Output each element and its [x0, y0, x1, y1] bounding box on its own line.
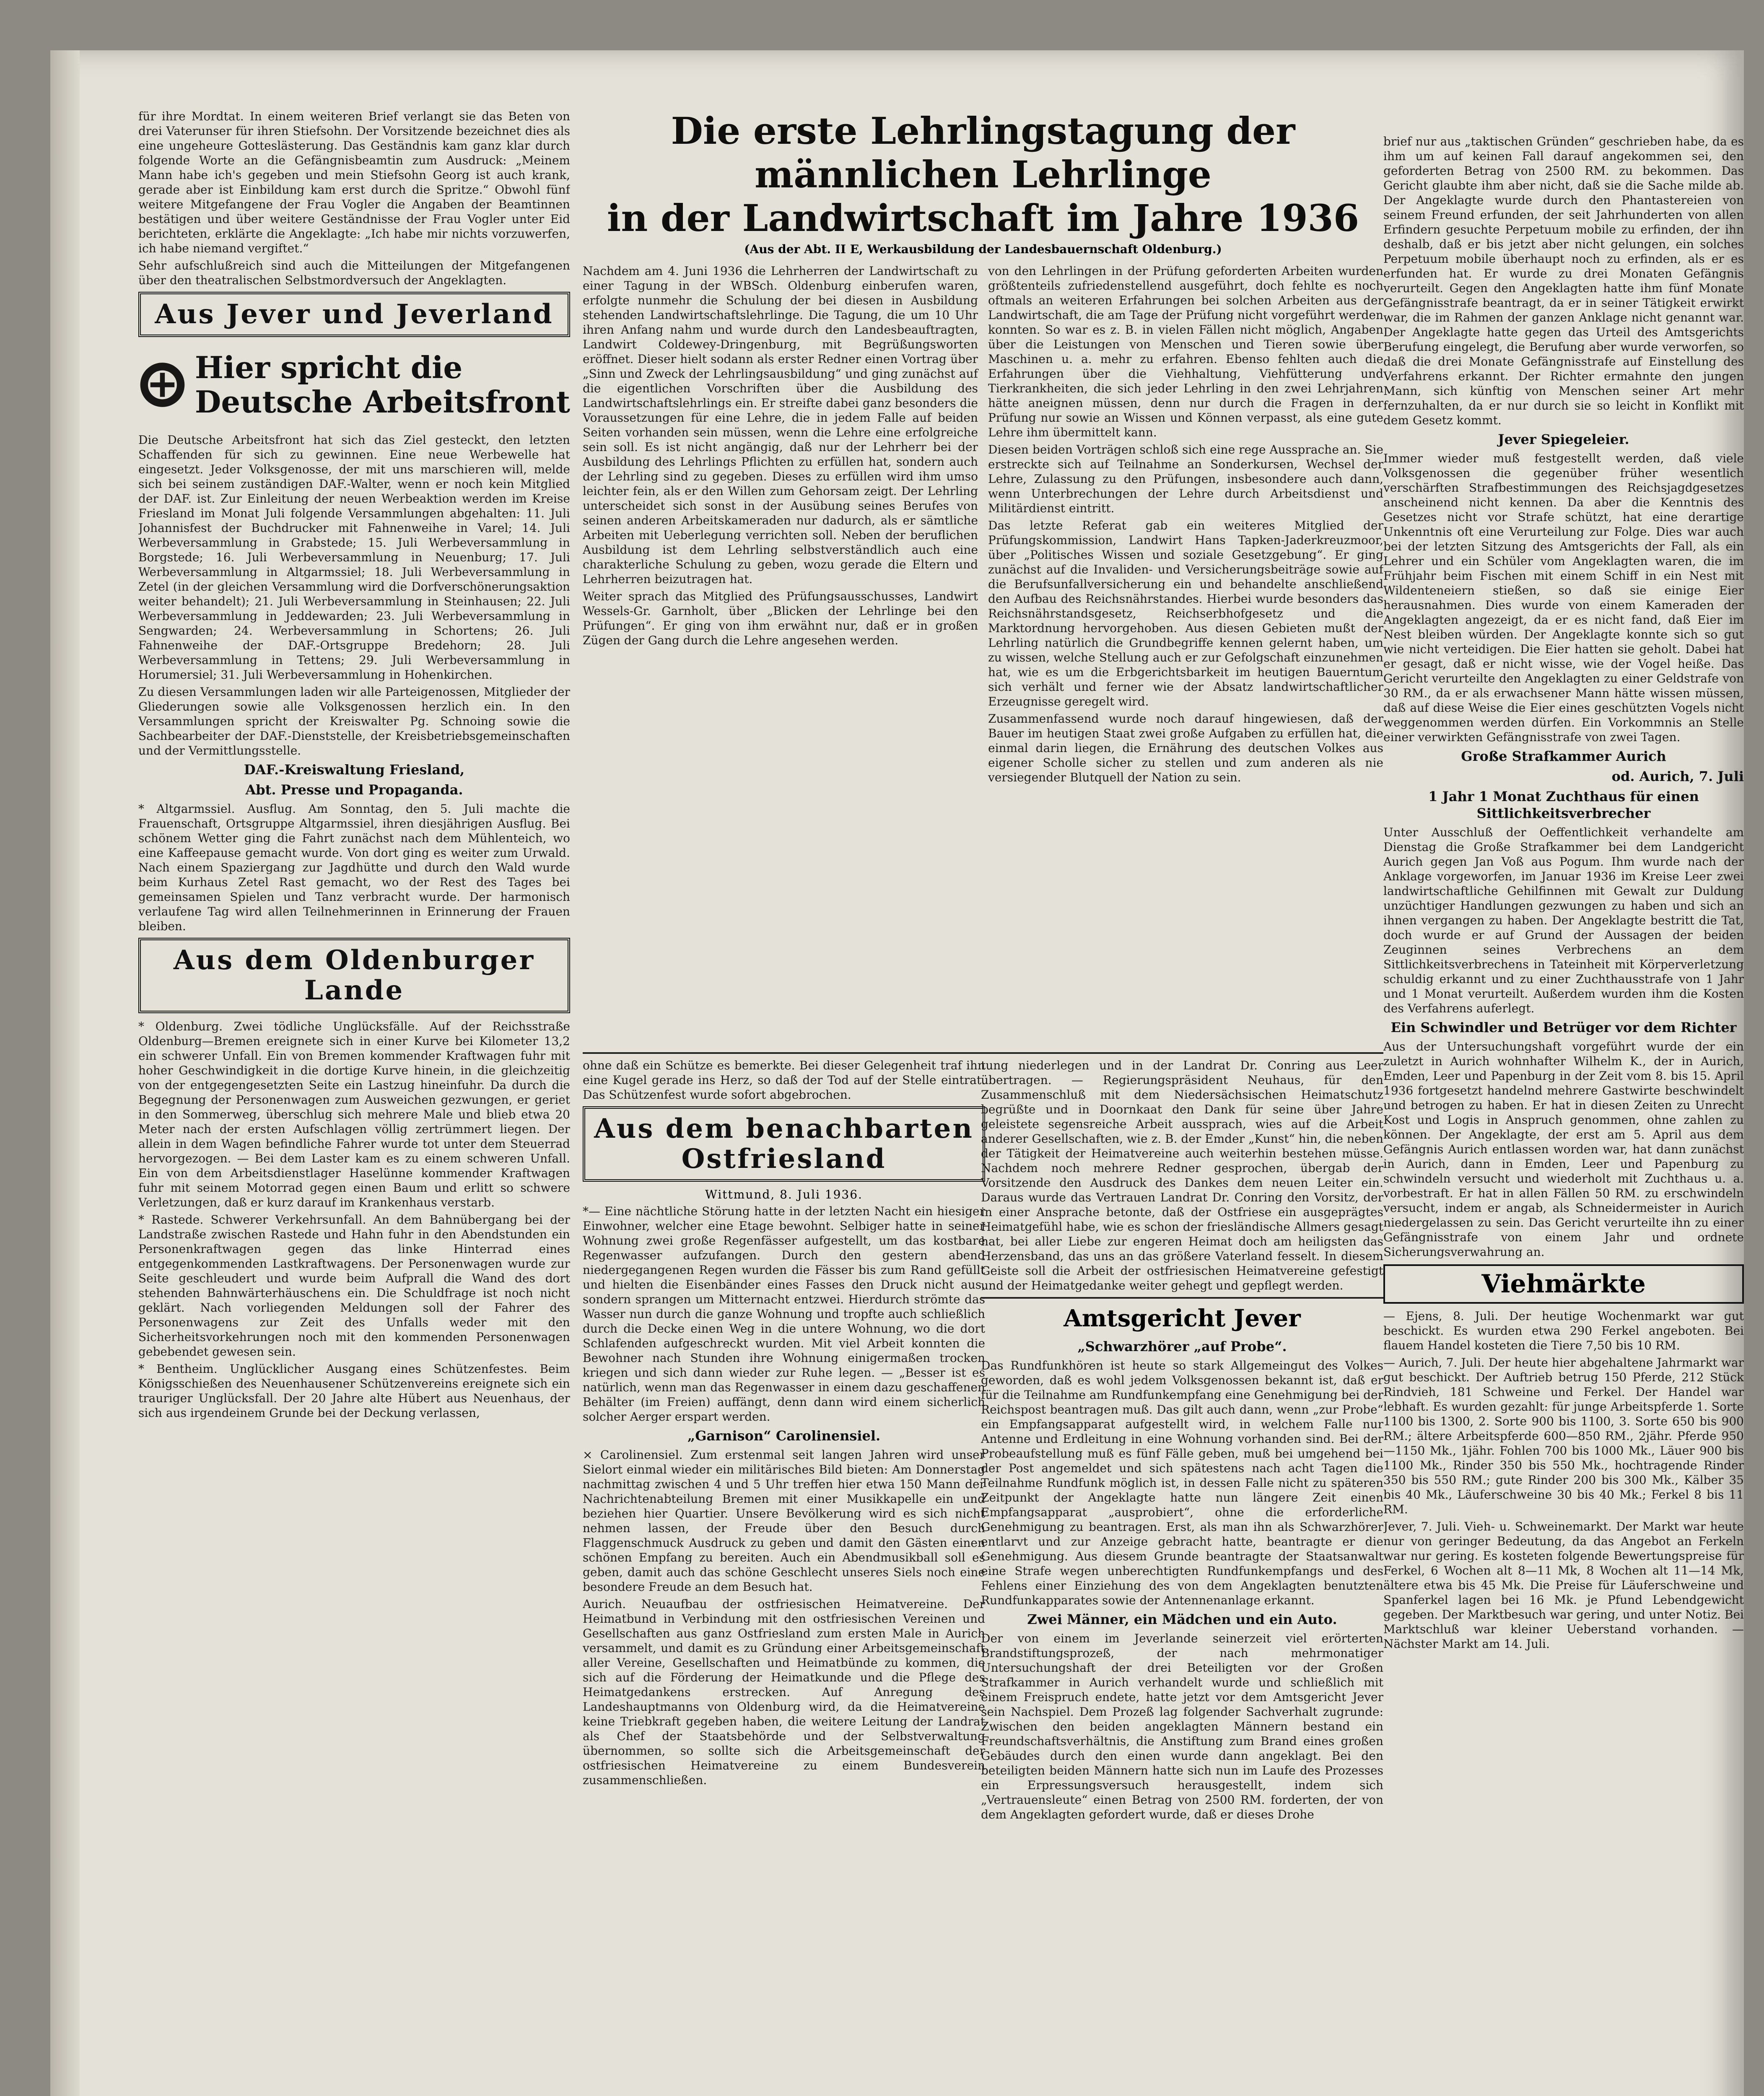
- article-text: * Bentheim. Unglücklicher Ausgang eines Schützenfestes. Beim Königsschießen des Neuenhausener Schützenvereins ereignete sich ein trauriger Unglücksfall. Der 20 Jahre alte Hübert aus Neuenhaus, der sich aus irgendeinem Grunde bei der Deckung verlassen,: [138, 1362, 570, 1420]
- article-text: Aus der Untersuchungshaft vorgeführt wurde der ein zuletzt in Aurich wohnhafter Wilhelm K., der in Aurich, Emden, Leer und Papenburg in der Zeit vom 8. bis 15. April 1936 fortgesetzt handelnd mehrere Gastwirte beschwindelt und betrogen zu haben. Er hat in diesen Zeiten zu Unrecht Kost und Logis in Anspruch genommen, ohne zahlen zu können. Der Angeklagte, der erst am 5. April aus dem Gefängnis Aurich entlassen worden war, hat dann zunächst in Aurich, dann in Emden, Leer und Papenburg zu schwindeln versucht und wiederholt mit Zuchthaus u. a. vorbestraft. Er hat in allen Fällen 50 RM. zu erschwindeln versucht, indem er angab, als Schneidermeister in Aurich niedergelassen zu sein. Das Gericht verurteilte ihn zu einer Gefängnisstrafe von einem Jahr und ordnete Sicherungsverwahrung an.: [1383, 1040, 1744, 1259]
- article-text: Weiter sprach das Mitglied des Prüfungsausschusses, Landwirt Wessels-Gr. Garnholt, über „Blicken der Lehrlinge bei den Prüfungen“. Er ging von ihm erwähnt nur, daß er in großen Zügen der Gang durch die Lehre angesehen werden.: [583, 589, 978, 647]
- market-report: — Aurich, 7. Juli. Der heute hier abgehaltene Jahrmarkt war gut beschickt. Der Auftrieb betrug 150 Pferde, 212 Stück Rindvieh, 181 Schweine und Ferkel. Der Handel war lebhaft. Es wurden gezahlt: für junge Arbeitspferde 1. Sorte 1100 bis 1300, 2. Sorte 900 bis 1100, 3. Sorte 650 bis 900 RM.; ältere Arbeitspferde 600—850 RM., 2jähr. Pferde 950—1150 Mk., 1jähr. Fohlen 700 bis 1000 Mk., Läuer 900 bis 1100 Mk., Rinder 350 bis 550 Mk., hochtragende Rinder 350 bis 550 RM.; gute Rinder 200 bis 300 Mk., Kälber 35 bis 40 Mk., Läuferschweine 30 bis 40 Mk.; Ferkel 8 bis 11 RM.: [1383, 1356, 1744, 1516]
- article-text: × Carolinensiel. Zum erstenmal seit langen Jahren wird unser Sielort einmal wieder ein militärisches Bild bieten: Am Donnerstag nachmittag zwischen 4 und 5 Uhr treffen hier etwa 150 Mann der Nachrichtenabteilung Bremen mit einer Musikkapelle ein und beziehen hier Quartier. Unsere Bevölkerung wird es sich nicht nehmen lassen, der Freude über den Besuch durch Flaggenschmuck Ausdruck zu geben und damit den Gästen einen schönen Empfang zu bereiten. Auch ein Abendmusikball soll es geben, damit auch das schöne Geschlecht unseres Siels noch eine besondere Freude an dem Besuch hat.: [583, 1448, 985, 1594]
- main-article-body: [583, 264, 1383, 787]
- article-text: Zu diesen Versammlungen laden wir alle Parteigenossen, Mitglieder der Gliederungen sowie alle Volksgenossen herzlich ein. In den Versammlungen spricht der Kreiswalter Pg. Schnoing sowie die Sachbearbeiter der DAF.-Dienststelle, der Kreisbetriebsgemeinschaften und der Vermittlungsstelle.: [138, 685, 570, 757]
- headline-line-1: Die erste Lehrlingstagung der männlichen Lehrlinge: [671, 109, 1295, 196]
- headline-line-2: in der Landwirtschaft im Jahre 1936: [607, 196, 1359, 240]
- column-3: [1383, 134, 1744, 2096]
- dateline: Wittmund, 8. Juli 1936.: [705, 1188, 863, 1201]
- column-2a: [583, 1048, 985, 2096]
- article-text: brief nur aus „taktischen Gründen“ geschrieben habe, da es ihm um auf keinen Fall darauf angekommen sei, den geforderten Betrag von 2500 RM. zu bekommen. Das Gericht glaubte ihm aber nicht, daß sie die Sache milde ab. Der Angeklagte wurde durch den Phantastereien von seinem Freund erfunden, der seit Jahrhunderten von allen Erfindern gesuchte Perpetuum mobile zu erfinden, der ihn deshalb, daß er bis jetzt aber nicht gelungen, ein solches Perpetuum mobile überhaupt noch zu erfinden, als er es erfunden hat. Er wurde zu drei Monaten Gefängnis verurteilt. Gegen den Angeklagten hatte ihm fünf Monate Gefängnisstrafe beantragt, da er in seiner Tätigkeit erwirkt war, die im Rahmen der ganzen Anklage nicht genannt war. Der Angeklagte hatte gegen das Urteil des Amtsgerichts Berufung eingelegt, die Berufung aber wurde verworfen, so daß die drei Monate Gefängnisstrafe auf Einstellung des Verfahrens erkannt. Der Richter ermahnte den jungen Mann, sich künftig von Menschen seiner Art mehr fernzuhalten, da er nur durch sie so leicht in Konflikt mit dem Gesetz kommt.: [1383, 135, 1744, 427]
- section-header-jever: Aus Jever und Jeverland: [138, 292, 570, 337]
- daf-title: Hier spricht die Deutsche Arbeitsfront: [195, 350, 570, 420]
- signature-line: DAF.-Kreiswaltung Friesland,: [244, 762, 465, 778]
- article-text: Aurich. Neuaufbau der ostfriesischen Heimatvereine. Der Heimatbund in Verbindung mit den ostfriesischen Vereinen und Gesellschaften aus ganz Ostfriesland zum ersten Male in Aurich versammelt, und damit es zu Gründung einer Arbeitsgemeinschaft aller Vereine, Gesellschaften und Heimatbünde zu kommen, die sich auf die Förderung der Heimatkunde und die Pflege des Heimatgedankens erstrecken. Auf Anregung des Landeshauptmanns von Oldenburg wird, da die Heimatvereine keine Triebkraft gegeben haben, die weitere Leitung der Landrat als Chef der Staatsbehörde und der Selbstverwaltung übernommen, so sollte sich die Arbeitsgemeinschaft der ostfriesischen Heimatvereine zu einem Bundesverein zusammenschließen.: [583, 1597, 985, 1787]
- article-text: Immer wieder muß festgestellt werden, daß viele Volksgenossen die gegenüber früher wesentlich verschärften Strafbestimmungen des Reichsjagdgesetzes anscheinend nicht kennen. Da aber die Kenntnis des Gesetzes nicht vor Strafe schützt, hat eine derartige Unkenntnis oft eine Verurteilung zur Folge. Dies war auch bei der letzten Sitzung des Amtsgerichts der Fall, als ein Lehrer und ein Schüler vom Angeklagten waren, die im Frühjahr beim Fischen mit einem Schiff in ein Nest mit Wildenteneiern stießen, so daß sie einige Eier herausnahmen. Dies wurde von einem Kameraden der Angeklagten angezeigt, da er es nicht fand, daß Eier im Nest bleiben würden. Der Angeklagte konnte sich so gut wie nicht verteidigen. Die Eier hatten sie geholt. Dabei hat er gesagt, daß er nicht wisse, wie der Vogel heiße. Das Gericht verurteilte den Angeklagten zu einer Geldstrafe von 30 RM., da er als erwachsener Mann hätte wissen müssen, daß auf diese Weise die Eier eines geschützten Vogels nicht weggenommen werden dürfen. Ein Vorkommnis an Stelle einer verwirkten Gefängnisstrafe von zwei Tagen.: [1383, 451, 1744, 744]
- headline-source: (Aus der Abt. II E, Werkausbildung der Landesbauernschaft Oldenburg.): [744, 242, 1222, 256]
- article-text: tung niederlegen und in der Landrat Dr. Conring aus Leer übertragen. — Regierungspräsident Neuhaus, für den Zusammenschluß mit dem Niedersächsischen Heimatschutz begrüßte und in Doornkaat den Dank für seine über Jahre geleistete segensreiche Arbeit aussprach, wies auf die Arbeit anderer Gesellschaften, wie z. B. der Emder „Kunst“ hin, die neben der Tätigkeit der Heimatvereine auch weiterhin bestehen müsse. Nachdem noch mehrere Redner gesprochen, übergab der Vorsitzende den Ausdruck des Dankes dem neuen Leiter ein. Daraus wurde das Vertrauen Landrat Dr. Conring den Vorsitz, der in einer Ansprache betonte, daß der Ostfriese ein ausgeprägtes Heimatgefühl habe, wie es schon der friesländische Allmers gesagt hat, bei aller Liebe zur engeren Heimat doch am heiligsten das Herzensband, das uns an das größere Vaterland fesselt. In diesem Geiste soll die Arbeit der ostfriesischen Heimatvereine gefestigt und der Heimatgedanke weiter gehegt und gepflegt werden.: [981, 1058, 1383, 1292]
- dateline: od. Aurich, 7. Juli: [1611, 768, 1744, 784]
- article-text: Sehr aufschlußreich sind auch die Mitteilungen der Mitgefangenen über den theatralischen Selbstmordversuch der Angeklagten.: [138, 259, 570, 287]
- column-2b: [981, 1048, 1383, 2096]
- divider: [981, 1052, 1383, 1054]
- article-text: Die Deutsche Arbeitsfront hat sich das Ziel gesteckt, den letzten Schaffenden für sich zu gewinnen. Eine neue Werbewelle hat eingesetzt. Jeder Volksgenosse, der mit uns marschieren will, melde sich bei seinem zuständigen DAF.-Walter, wenn er noch kein Mitglied der DAF. ist. Zur Einleitung der neuen Werbeaktion werden im Kreise Friesland im Monat Juli folgende Versammlungen abgehalten: 11. Juli Johannisfest der Buchdrucker mit Fahnenweihe in Varel; 14. Juli Werbeversammlung in Grabstede; 15. Juli Werbeversammlung in Borgstede; 16. Juli Werbeversammlung in Neuenburg; 17. Juli Werbeversammlung in Altgarmssiel; 18. Juli Werbeversammlung in Zetel (in der gleichen Versammlung wird die Dorfverschönerungsaktion weiter behandelt); 21. Juli Werbeversammlung in Steinhausen; 22. Juli Werbeversammlung in Jeddewarden; 23. Juli Werbeversammlung in Sengwarden; 24. Werbeversammlung in Schortens; 26. Juli Fahnenweihe der DAF.-Ortsgruppe Bredehorn; 28. Juli Werbeversammlung in Tettens; 29. Juli Werbeversammlung in Horumersiel; 31. Juli Werbeversammlung in Hohenkirchen.: [138, 433, 570, 682]
- article-heading: „Schwarzhörer „auf Probe“.: [1077, 1339, 1287, 1354]
- divider: [981, 1297, 1383, 1299]
- article-heading: Ein Schwindler und Betrüger vor dem Richter: [1390, 1019, 1737, 1035]
- article-text: Diesen beiden Vorträgen schloß sich eine rege Aussprache an. Sie erstreckte sich auf Teilnahme an Sonderkursen, Wechsel der Lehre, Zulassung zu den Prüfungen, insbesondere auch dann, wenn Unterbrechungen der Lehre durch Arbeitsdienst und Militärdienst eintritt.: [988, 443, 1383, 515]
- article-heading: 1 Jahr 1 Monat Zuchthaus für einen Sittlichkeitsverbrecher: [1428, 789, 1699, 821]
- signature-line: Abt. Presse und Propaganda.: [245, 782, 463, 798]
- article-text: ohne daß ein Schütze es bemerkte. Bei dieser Gelegenheit traf ihn eine Kugel gerade ins Herz, so daß der Tod auf der Stelle eintrat. Das Schützenfest wurde sofort abgebrochen.: [583, 1058, 985, 1102]
- article-text: * Rastede. Schwerer Verkehrsunfall. An dem Bahnübergang bei der Landstraße zwischen Rastede und Hahn fuhr in den Abendstunden ein Personenkraftwagen gegen das linke Hinterrad eines entgegenkommenden Lastkraftwagens. Der Personenwagen wurde zur Seite geschleudert und wurde beim Aufprall die Wand des dort stehenden Bahnwärterhäuschens ein. Die Schuldfrage ist noch nicht geklärt. Nach vorliegenden Meldungen soll der Fahrer des Personenwagens zur Zeit des Unfalls weder mit den Sicherheitsvorkehrungen noch mit den kommenden Personenwagen gebebendet gewesen sein.: [138, 1213, 570, 1359]
- section-header-viehmaerkte: Viehmärkte: [1383, 1264, 1744, 1304]
- market-report: — Ejens, 8. Juli. Der heutige Wochenmarkt war gut beschickt. Es wurden etwa 290 Ferkel angeboten. Bei flauem Handel kosteten die Tiere 7,50 bis 10 RM.: [1383, 1309, 1744, 1352]
- article-text: * Altgarmssiel. Ausflug. Am Sonntag, den 5. Juli machte die Frauenschaft, Ortsgruppe Altgarmssiel, ihren diesjährigen Ausflug. Bei schönem Wetter ging die Fahrt zunächst nach dem Mühlenteich, wo eine Kaffeepause gemacht wurde. Von dort ging es weiter zum Urwald. Nach einem Spaziergang zur Jagdhütte und durch den Wald wurde beim Kurhaus Zetel Rast gemacht, wo der Rest des Tages bei gemeinsamen Spielen und Tanz verbracht wurde. Der harmonisch verlaufene Tag wird allen Teilnehmerinnen in Erinnerung der Frauen bleiben.: [138, 802, 570, 933]
- main-article-right: [988, 264, 1383, 787]
- article-heading: Jever Spiegeleier.: [1498, 431, 1629, 447]
- market-report: Jever, 7. Juli. Vieh- u. Schweinemarkt. Der Markt war heute nur von geringer Bedeutung, da das Angebot an Ferkeln war nur gering. Es kosteten folgende Bewertungspreise für Ferkel, 6 Wochen alt 8—11 Mk, 8 Wochen alt 11—14 Mk, ältere etwa bis 45 Mk. Die Preise für Läuferschweine und Spanferkel lagen bei 16 Mk. je Pfund Lebendgewicht gegeben. Der Marktbesuch war gering, und unter Notiz. Bei Marktschluß war kleiner Ueberstand vorhanden. — Nächster Markt am 14. Juli.: [1383, 1520, 1744, 1651]
- daf-emblem-icon: [138, 343, 187, 427]
- page-binding: [50, 50, 80, 2096]
- article-text: Das letzte Referat gab ein weiteres Mitglied der Prüfungskommission, Landwirt Hans Tapken-Jaderkreuzmoor, über „Politisches Wissen und soziale Gesetzgebung“. Er ging zunächst auf die Invaliden- und Versicherungsbeiträge sowie auf die Berufsunfallversicherung ein und behandelte anschließend den Aufbau des Reichsnährstandes. Hierbei wurde besonders das Reichsnährstandsgesetz, Reichserbhofgesetz und die Marktordnung hervorgehoben. Aus diesen Gebieten mußt der Lehrling natürlich die Grundbegriffe kennen gelernt haben, um zu wissen, welche Stellung auch er zur Gefolgschaft einzunehmen hat, wie es um die Erbgerichtsbarkeit im heutigen Bauerntum sich verhält und ferner wie der Absatz landwirtschaftlicher Erzeugnisse geregelt wird.: [988, 519, 1383, 708]
- divider: [583, 1052, 985, 1054]
- article-heading: Große Strafkammer Aurich: [1461, 748, 1666, 764]
- article-text: Unter Ausschluß der Oeffentlichkeit verhandelte am Dienstag die Große Strafkammer bei dem Landgericht Aurich gegen Jan Voß aus Pogum. Ihm wurde nach der Anklage vorgeworfen, im Januar 1936 im Kreise Leer zwei landwirtschaftliche Gehilfinnen mit Gewalt zur Duldung unzüchtiger Handlungen gezwungen zu haben und sich an ihnen vergangen zu haben. Der Angeklagte bestritt die Tat, doch wurde er auf Grund der Aussagen der beiden Zeuginnen seines Verbrechens an dem Sittlichkeitsverbrechens in Tateinheit mit Körperverletzung schuldig erkannt und zu einer Zuchthausstrafe von 1 Jahr und 1 Monat verurteilt. Außerdem wurden ihm die Kosten des Verfahrens auferlegt.: [1383, 825, 1744, 1015]
- column-1: [138, 109, 570, 2096]
- section-header-ostfriesland: Aus dem benachbarten Ostfriesland: [583, 1106, 985, 1182]
- article-text: Zusammenfassend wurde noch darauf hingewiesen, daß der Bauer im heutigen Staat zwei große Aufgaben zu erfüllen hat, die einmal darin liegen, die Ernährung des deutschen Volkes aus eigener Scholle sicher zu stellen und zum anderen als nie versiegender Blutquell der Nation zu sein.: [988, 712, 1383, 784]
- daf-header: [138, 343, 570, 427]
- article-text: *— Eine nächtliche Störung hatte in der letzten Nacht ein hiesiger Einwohner, welcher eine Etage bewohnt. Selbiger hatte in seiner Wohnung zwei große Regenfässer aufgestellt, um das kostbare Regenwasser aufzufangen. Durch den gestern abend niedergegangenen Regen wurden die Fässer bis zum Rand gefüllt und hielten die Eisenbänder eines Fasses den Druck nicht aus, sondern sprangen um Mitternacht entzwei. Hierdurch strömte das Wasser nun durch die ganze Wohnung und tropfte auch schließlich durch die Decke einen Weg in die untere Wohnung, wo die dort Schlafenden aufgeschreckt wurden. Mit viel Arbeit konnten die Bewohner nach Stunden ihre Wohnung einigermaßen trocken kriegen und sich dann wieder zur Ruhe legen. — „Besser ist es natürlich, wenn man das Regenwasser in einem dazu geschaffenen Behälter (im Freien) auffängt, denn dann wird einem sicherlich solcher Aerger erspart werden.: [583, 1204, 985, 1424]
- article-heading: Zwei Männer, ein Mädchen und ein Auto.: [1027, 1611, 1337, 1627]
- article-text: Der von einem im Jeverlande seinerzeit viel erörterten Brandstiftungsprozeß, der nach mehrmonatiger Untersuchungshaft der drei Beteiligten vor der Großen Strafkammer in Aurich verhandelt wurde und schließlich mit einem Freispruch endete, hatte jetzt vor dem Amtsgericht Jever sein Nachspiel. Dem Prozeß lag folgender Sachverhalt zugrunde: Zwischen den beiden angeklagten Männern bestand ein Freundschaftsverhältnis, die Anstiftung zum Brand eines großen Gebäudes durch den einen wurde dann angeklagt. Bei den beteiligten beiden Männern hatte sich nun im Laufe des Prozesses ein Erpressungsversuch herausgestellt, indem sich „Vertrauensleute“ einen Betrag von 2500 RM. forderten, der von dem Angeklagten gefordert wurde, daß er dieses Drohe: [981, 1632, 1383, 1821]
- article-text: für ihre Mordtat. In einem weiteren Brief verlangt sie das Beten von drei Vaterunser für ihren Stiefsohn. Der Vorsitzende bezeichnet dies als eine ungeheure Gotteslästerung. Das Geständnis kam ganz klar durch folgende Worte an die Gefängnisbeamtin zum Ausdruck: „Meinem Mann habe ich's gegeben und mein Stiefsohn Georg ist auch krank, gerade aber ist Einbildung kam erst durch die Spritze.“ Obwohl fünf weitere Mitgefangene der Frau Vogler die Angaben der Beamtinnen bestätigen und über weitere Geständnisse der Frau Vogler unter Eid berichteten, erklärte die Angeklagte: „Ich habe mir nichts vorzuwerfen, ich habe niemand vergiftet.“: [138, 109, 570, 255]
- article-text: * Oldenburg. Zwei tödliche Unglücksfälle. Auf der Reichsstraße Oldenburg—Bremen ereignete sich in einer Kurve bei Kilometer 13,2 ein schwerer Unfall. Ein von Bremen kommender Kraftwagen fuhr mit hoher Geschwindigkeit in die dortige Kurve hinein, in die gleichzeitig von der entgegengesetzten Seite ein Lastzug hineinfuhr. Da durch die Begegnung der Personenwagen zum Ausweichen gezwungen, er geriet in den Sommerweg, überschlug sich mehrere Male und blieb etwa 20 Meter nach der ersten Aufschlagen völlig zertrümmert liegen. Der allein in dem Wagen befindliche Fahrer wurde tot unter dem Steuerrad hervorgezogen. — Bei dem Laster kam es zu einem schweren Unfall. Ein von dem Arbeitsdienstlager Haselünne kommender Kraftwagen fuhr mit seinem Motorrad gegen einen Baum und erlitt so schwere Verletzungen, daß er kurz darauf im Krankenhaus verstarb.: [138, 1019, 570, 1209]
- article-text: von den Lehrlingen in der Prüfung geforderten Arbeiten wurden größtenteils zufriedenstellend ausgeführt, doch fehlte es noch oftmals an weiteren Erfahrungen bei solchen Arbeiten aus der Landwirtschaft, die am Tage der Prüfung nicht vorgeführt werden konnten. So war es z. B. in vielen Fällen nicht möglich, Angaben über die Leistungen von Menschen und Tieren sowie über Maschinen u. a. mehr zu erfahren. Ebenso fehlten auch die Erfahrungen über die Viehhaltung, Viehfütterung und Tierkrankheiten, die sich jeder Lehrling in den zwei Lehrjahren hätte aneignen müssen, denn nur durch die Fragen in der Prüfung nur sowie an Wissen und Können verpasst, als eine gute Lehre ihm übermittelt kann.: [988, 264, 1383, 439]
- article-text: Das Rundfunkhören ist heute so stark Allgemeingut des Volkes geworden, daß es wohl jedem Volksgenossen bekannt ist, daß er für die Teilnahme am Rundfunkempfang eine Genehmigung bei der Reichspost beantragen muß. Das gilt auch dann, wenn „zur Probe“ ein Empfangsapparat aufgestellt wird, in welchem Falle nur Antenne und Erdleitung in eine Wohnung vorhanden sind. Bei der Probeaufstellung muß es fünf Fälle geben, muß bei umgehend bei der Post angemeldet und sich spätestens nach acht Tagen die Teilnahme Rundfunk möglich ist, in dessen Falle nicht zu späteren Zeitpunkt der Angeklagte hatte nun längere Zeit einen Empfangsapparat „ausprobiert“, ohne die erforderliche Genehmigung zu beantragen. Erst, als man ihn als Schwarzhörer entlarvt und zur Anzeige gebracht hatte, beantragte er die Genehmigung. Aus diesem Grunde beantragte der Staatsanwalt eine Strafe wegen unberechtigten Rundfunkempfangs und des Fehlens einer Einziehung des von dem Angeklagten benutzten Rundfunkapparates sowie der Antennenanlage erkannt.: [981, 1359, 1383, 1607]
- main-article: [583, 109, 1383, 1040]
- article-text: Nachdem am 4. Juni 1936 die Lehrherren der Landwirtschaft zu einer Tagung in der WBSch. Oldenburg einberufen waren, erfolgte nunmehr die Schulung der bei diesen in Ausbildung stehenden Landwirtschaftslehrlinge. Die Tagung, die um 10 Uhr ihren Anfang nahm und wurde durch den Landesbeauftragten, Landwirt Coldewey-Dringenburg, mit Begrüßungsworten eröffnet. Dieser hielt sodann als erster Redner einen Vortrag über „Sinn und Zweck der Lehrlingsausbildung“ und ging zunächst auf die eigentlichen Vorschriften über die Ausbildung des Landwirtschaftslehrlings ein. Er streifte dabei ganz besonders die Voraussetzungen für eine Lehre, die in jedem Falle auf beiden Seiten vorhanden sein müssen, wenn die Lehre eine erfolgreiche sein soll. Es ist nicht angängig, daß nur der Lehrherr bei der Ausbildung des Lehrlings Pflichten zu erfüllen hat, sondern auch der Lehrling sind zu gegeben. Dieses zu erfüllen wird ihm umso leichter fein, als er den Willen zum Gehorsam zeigt. Der Lehrling unterscheidet sich sonst in der Ausübung seines Berufes von seinen anderen Arbeitskameraden nur dadurch, als er sämtliche Arbeiten mit Ueberlegung verrichten soll. Neben der beruflichen Ausbildung ist dem Lehrling selbstverständlich auch eine charakterliche Schulung zu geben, wozu gerade die Eltern und Lehrherren beizutragen hat.: [583, 264, 978, 586]
- section-title-amtsgericht: Amtsgericht Jever: [1064, 1305, 1301, 1332]
- section-header-oldenburg: Aus dem Oldenburger Lande: [138, 938, 570, 1013]
- main-article-left: [583, 264, 978, 787]
- article-heading: „Garnison“ Carolinensiel.: [687, 1428, 881, 1444]
